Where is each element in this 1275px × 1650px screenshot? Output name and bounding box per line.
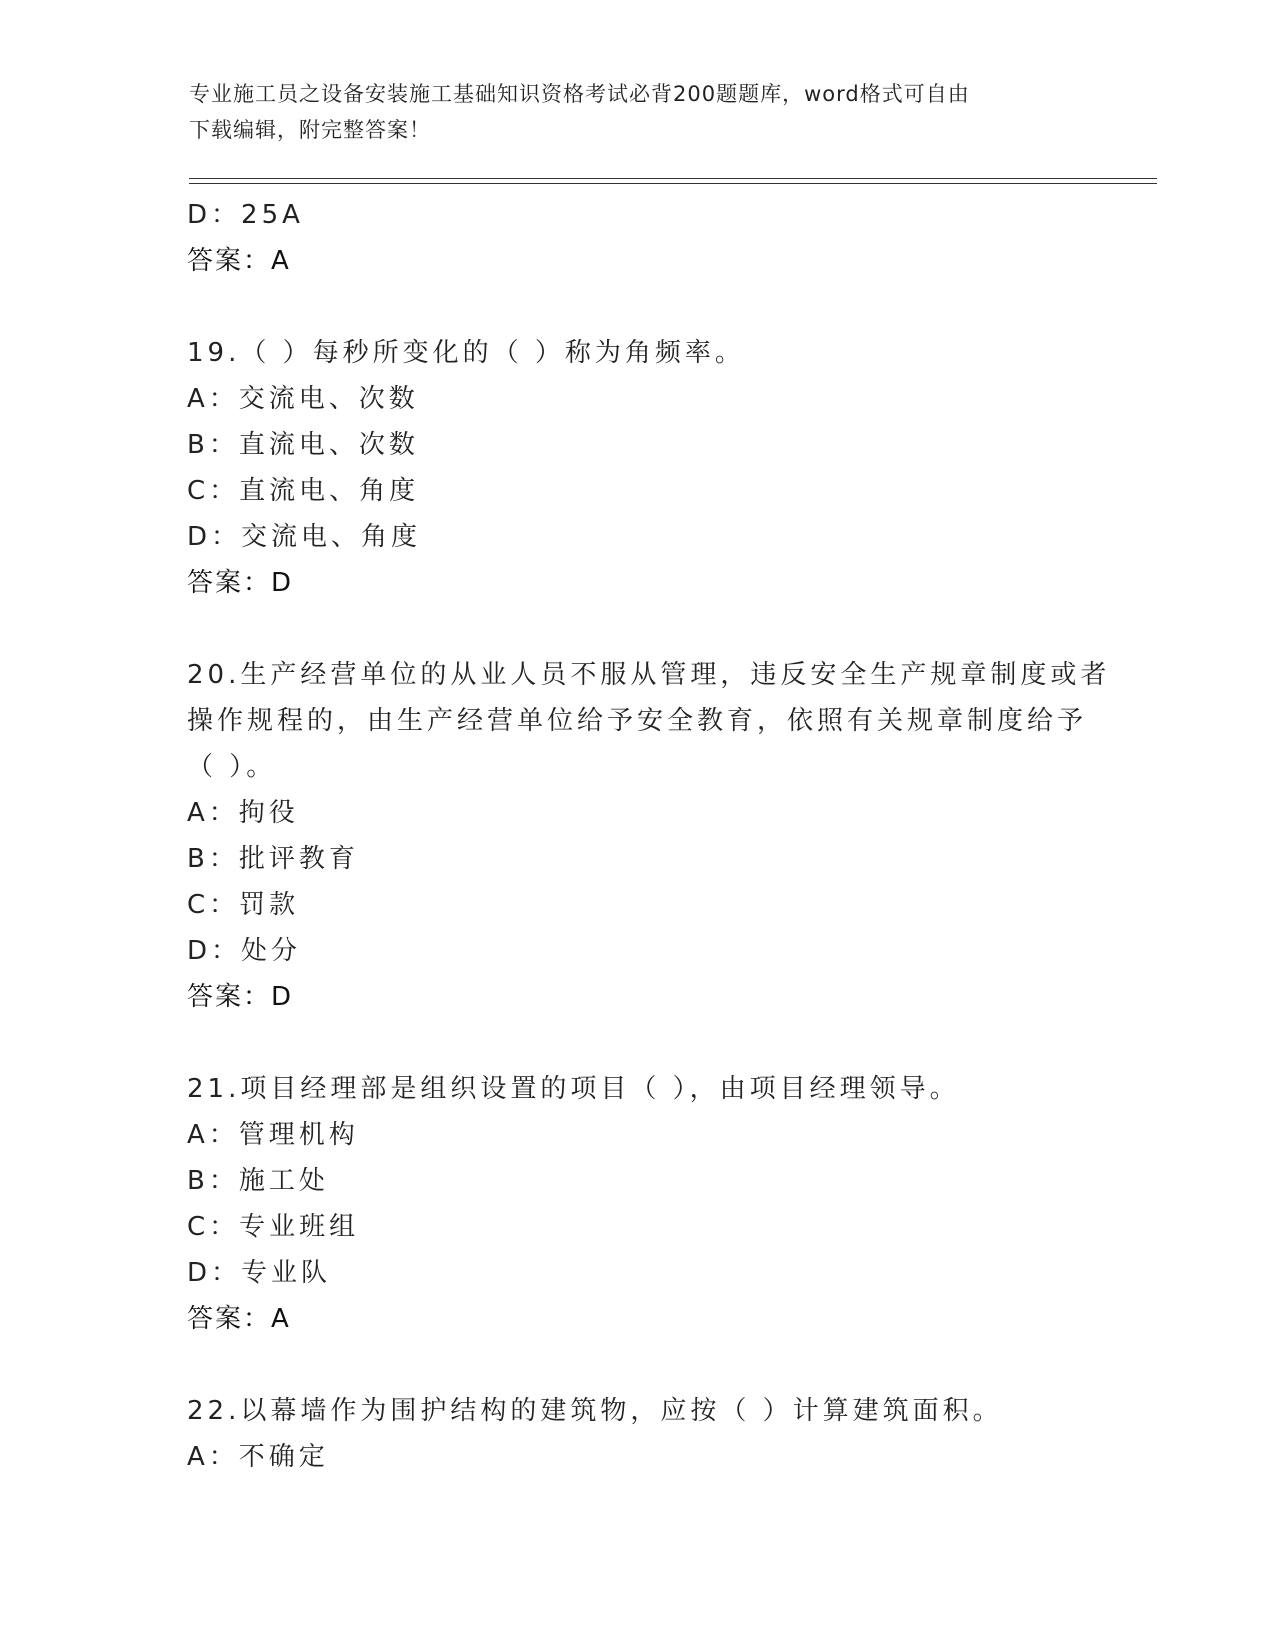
option-b: B：施工处 — [187, 1166, 329, 1196]
spacer — [187, 606, 1087, 652]
previous-option-d: D：25A — [187, 200, 304, 230]
option-c: C：罚款 — [187, 890, 300, 920]
document-header — [189, 76, 1089, 148]
question-stem: 20.生产经营单位的从业人员不服从管理，违反安全生产规章制度或者 — [187, 660, 1111, 690]
option-c: C：专业班组 — [187, 1212, 360, 1242]
question-stem: （ ）。 — [187, 752, 277, 782]
option-a: A：拘役 — [187, 798, 299, 828]
spacer — [187, 284, 1087, 330]
option-d: D：专业队 — [187, 1258, 332, 1288]
option-d: D：处分 — [187, 936, 302, 966]
header-rule-bottom — [189, 183, 1157, 184]
spacer — [187, 1020, 1087, 1066]
header-line-2: 下载编辑，附完整答案！ — [189, 118, 431, 142]
question-stem: 22.以幕墙作为围护结构的建筑物，应按（ ）计算建筑面积。 — [187, 1396, 1003, 1426]
question-19 — [187, 330, 1087, 606]
option-a: A：管理机构 — [187, 1120, 359, 1150]
option-a: A：不确定 — [187, 1442, 329, 1472]
option-c: C：直流电、角度 — [187, 476, 420, 506]
question-stem: 21.项目经理部是组织设置的项目（ ），由项目经理领导。 — [187, 1074, 960, 1104]
option-b: B：批评教育 — [187, 844, 359, 874]
header-line-1: 专业施工员之设备安装施工基础知识资格考试必背200题题库，word格式可自由 — [189, 82, 970, 106]
question-20 — [187, 652, 1111, 1020]
question-22 — [187, 1388, 1087, 1480]
question-21 — [187, 1066, 1087, 1342]
option-b: B：直流电、次数 — [187, 430, 419, 460]
option-d: D：交流电、角度 — [187, 522, 422, 552]
answer: 答案：A — [187, 1304, 291, 1334]
answer: 答案：D — [187, 982, 294, 1012]
question-list — [187, 192, 1111, 1480]
question-stem: 操作规程的，由生产经营单位给予安全教育，依照有关规章制度给予 — [187, 706, 1088, 736]
header-rule-top — [189, 178, 1157, 179]
answer: 答案：D — [187, 568, 294, 598]
spacer — [187, 1342, 1087, 1388]
option-a: A：交流电、次数 — [187, 384, 419, 414]
previous-answer: 答案：A — [187, 246, 291, 276]
question-stem: 19.（ ）每秒所变化的（ ）称为角频率。 — [187, 338, 745, 368]
